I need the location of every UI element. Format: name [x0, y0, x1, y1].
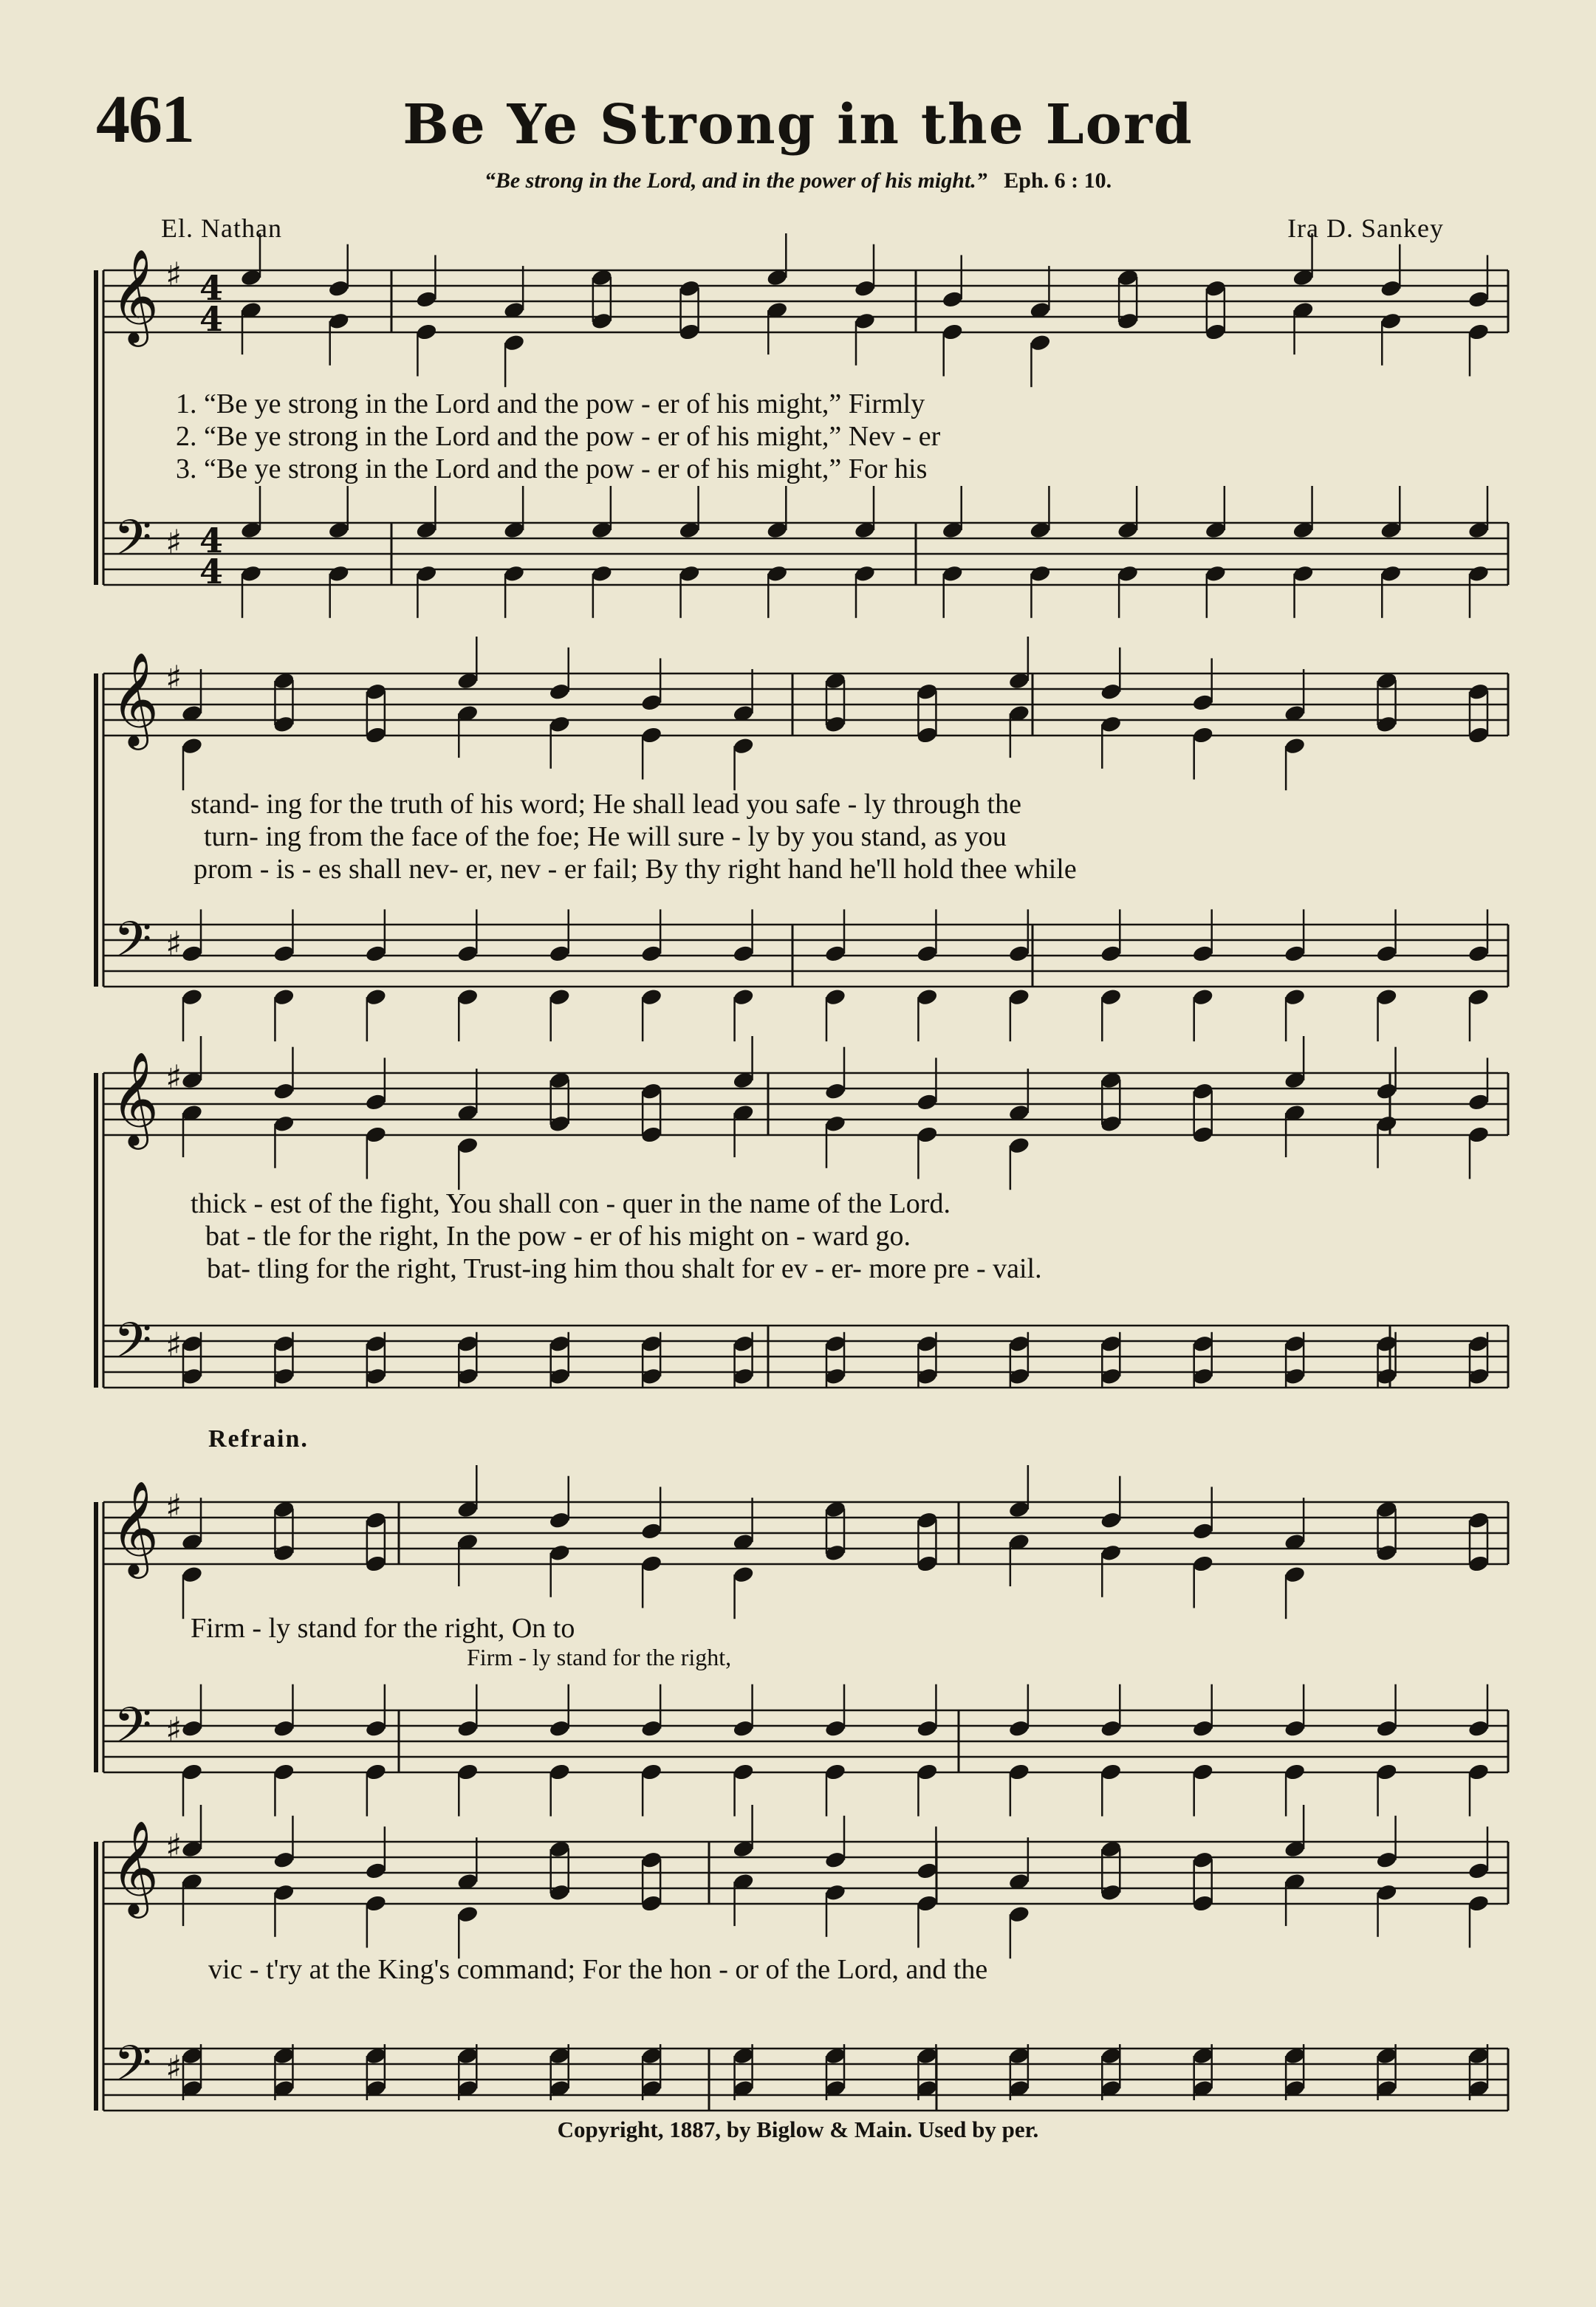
note-head: [1191, 1554, 1214, 1574]
note-head: [678, 323, 701, 342]
note-head: [824, 987, 847, 1007]
note-head: [1292, 564, 1315, 583]
sharp-icon: ♯: [165, 1710, 182, 1749]
note-head: [365, 726, 388, 745]
note-head: [1284, 944, 1306, 963]
note-head: [916, 1861, 939, 1880]
note-head: [1191, 1719, 1214, 1738]
note-head: [1467, 323, 1490, 342]
time-signature: 4: [199, 552, 224, 592]
note-head: [916, 1334, 939, 1354]
note-head: [365, 944, 388, 963]
treble-clef-icon: 𝄞: [111, 1480, 160, 1574]
note-head: [916, 944, 939, 963]
sharp-icon: ♯: [165, 1826, 182, 1866]
note-head: [1467, 682, 1490, 702]
note-head: [824, 944, 847, 963]
note-head: [181, 736, 204, 755]
note-head: [365, 1125, 388, 1145]
bass-clef-icon: 𝄢: [114, 2035, 152, 2104]
note-head: [273, 1367, 295, 1386]
note-head: [1380, 312, 1403, 331]
note-head: [854, 312, 877, 331]
note-head: [824, 1719, 847, 1738]
note-head: [548, 1719, 571, 1738]
scripture-text: “Be strong in the Lord, and in the power of his might.”: [484, 168, 987, 193]
note-head: [824, 1114, 847, 1134]
note-head: [1467, 1554, 1490, 1574]
note-head: [1191, 1367, 1214, 1386]
note-head: [824, 1763, 847, 1782]
bass-clef-icon: 𝄢: [114, 510, 152, 578]
note-head: [181, 1367, 204, 1386]
note-head: [1467, 1861, 1490, 1880]
note-head: [854, 564, 877, 583]
note-head: [941, 323, 964, 342]
note-head: [1008, 1136, 1031, 1155]
note-head: [916, 726, 939, 745]
note-head: [365, 1763, 388, 1782]
note-head: [327, 279, 350, 298]
refrain-label: Refrain.: [208, 1425, 309, 1453]
note-head: [640, 1334, 663, 1354]
note-head: [1191, 693, 1214, 712]
note-head: [1100, 1883, 1123, 1902]
note-head: [1100, 1763, 1123, 1782]
note-head: [766, 564, 789, 583]
note-head: [273, 715, 295, 734]
hymn-number: 461: [96, 81, 193, 157]
note-head: [181, 1334, 204, 1354]
copyright-notice: Copyright, 1887, by Biglow & Main. Used by per.: [557, 2116, 1039, 2142]
note-head: [1375, 1883, 1398, 1902]
note-head: [456, 1905, 479, 1924]
note-head: [1375, 1543, 1398, 1563]
note-head: [548, 1763, 571, 1782]
note-head: [916, 1894, 939, 1913]
note-head: [640, 1082, 663, 1101]
note-head: [365, 987, 388, 1007]
note-head: [1467, 1334, 1490, 1354]
note-head: [1375, 944, 1398, 963]
lyric-verse-3-line-3: bat- tling for the right, Trust-ing him thou shalt for ev - er- more pre - vail.: [207, 1253, 1042, 1284]
note-head: [327, 564, 350, 583]
note-head: [1191, 1334, 1214, 1354]
note-head: [678, 564, 701, 583]
note-head: [365, 1334, 388, 1354]
note-head: [1191, 726, 1214, 745]
note-head: [365, 1092, 388, 1111]
note-head: [824, 1543, 847, 1563]
note-head: [678, 279, 701, 298]
note-head: [181, 987, 204, 1007]
note-head: [1375, 1334, 1398, 1354]
note-head: [732, 736, 755, 755]
note-head: [1375, 1719, 1398, 1738]
note-head: [415, 564, 438, 583]
note-head: [365, 1367, 388, 1386]
note-head: [640, 1894, 663, 1913]
note-head: [732, 944, 755, 963]
lyric-verse-3-line-2: prom - is - es shall nev- er, nev - er fail; By thy right hand he'll hold thee while: [193, 854, 1077, 885]
note-head: [824, 1082, 847, 1101]
note-head: [1375, 715, 1398, 734]
note-head: [273, 1851, 295, 1870]
sharp-icon: ♯: [165, 1487, 182, 1526]
note-head: [916, 1763, 939, 1782]
note-head: [854, 279, 877, 298]
note-head: [503, 333, 526, 352]
note-head: [732, 987, 755, 1007]
note-head: [548, 1511, 571, 1530]
note-head: [548, 1883, 571, 1902]
note-head: [1191, 944, 1214, 963]
sharp-icon: ♯: [165, 658, 182, 698]
note-head: [273, 987, 295, 1007]
note-head: [365, 1554, 388, 1574]
lyric-verse-2-line-1: 2. “Be ye strong in the Lord and the pow - er of his might,” Nev - er: [176, 421, 941, 452]
treble-clef-icon: 𝄞: [111, 651, 160, 746]
note-head: [916, 1367, 939, 1386]
note-head: [640, 1719, 663, 1738]
note-head: [240, 564, 263, 583]
note-head: [1008, 944, 1031, 963]
note-head: [548, 1334, 571, 1354]
note-head: [1029, 333, 1052, 352]
refrain-lyric-line-1: Firm - ly stand for the right, On to: [191, 1613, 575, 1644]
note-head: [1100, 715, 1123, 734]
note-head: [1191, 1125, 1214, 1145]
note-head: [1191, 1082, 1214, 1101]
note-head: [640, 1763, 663, 1782]
note-head: [1100, 1114, 1123, 1134]
note-head: [824, 1367, 847, 1386]
note-head: [1100, 1511, 1123, 1530]
note-head: [1100, 1719, 1123, 1738]
note-head: [548, 1543, 571, 1563]
note-head: [548, 715, 571, 734]
note-head: [273, 1763, 295, 1782]
note-head: [640, 693, 663, 712]
note-head: [1008, 1905, 1031, 1924]
note-head: [1284, 1719, 1306, 1738]
note-head: [640, 1851, 663, 1870]
note-head: [1375, 1851, 1398, 1870]
note-head: [1029, 564, 1052, 583]
note-head: [273, 944, 295, 963]
note-head: [640, 944, 663, 963]
note-head: [640, 987, 663, 1007]
note-head: [640, 1521, 663, 1540]
note-head: [1467, 1092, 1490, 1111]
note-head: [1467, 1763, 1490, 1782]
note-head: [456, 1367, 479, 1386]
refrain-echo-lyric: Firm - ly stand for the right,: [467, 1644, 732, 1670]
note-head: [1117, 564, 1140, 583]
note-head: [1375, 1367, 1398, 1386]
note-head: [456, 1334, 479, 1354]
note-head: [548, 1114, 571, 1134]
note-head: [640, 1367, 663, 1386]
note-head: [1100, 1367, 1123, 1386]
sharp-icon: ♯: [165, 522, 182, 562]
note-head: [640, 1125, 663, 1145]
note-head: [1284, 736, 1306, 755]
note-head: [181, 1719, 204, 1738]
note-head: [365, 682, 388, 702]
note-head: [273, 1114, 295, 1134]
note-head: [1008, 1334, 1031, 1354]
time-signature: 4: [199, 268, 224, 308]
note-head: [456, 944, 479, 963]
note-head: [1380, 564, 1403, 583]
note-head: [1008, 987, 1031, 1007]
note-head: [273, 1719, 295, 1738]
note-head: [1191, 987, 1214, 1007]
note-head: [1375, 1763, 1398, 1782]
note-head: [181, 1763, 204, 1782]
note-head: [640, 726, 663, 745]
treble-clef-icon: 𝄞: [111, 1051, 160, 1145]
note-head: [1467, 1367, 1490, 1386]
note-head: [365, 1511, 388, 1530]
lyric-verse-2-line-2: turn- ing from the face of the foe; He will sure - ly by you stand, as you: [204, 821, 1007, 852]
lyric-verse-1-line-3: thick - est of the fight, You shall con - quer in the name of the Lord.: [191, 1188, 951, 1219]
note-head: [1008, 1763, 1031, 1782]
note-head: [1191, 1894, 1214, 1913]
note-head: [732, 1334, 755, 1354]
sharp-icon: ♯: [165, 924, 182, 964]
note-head: [1100, 682, 1123, 702]
note-head: [1380, 279, 1403, 298]
note-head: [273, 1883, 295, 1902]
note-head: [1467, 1125, 1490, 1145]
bass-clef-icon: 𝄢: [114, 1312, 152, 1381]
note-head: [916, 987, 939, 1007]
time-signature: 4: [199, 299, 224, 339]
note-head: [548, 944, 571, 963]
note-head: [181, 1565, 204, 1584]
note-head: [640, 1554, 663, 1574]
note-head: [1467, 944, 1490, 963]
note-head: [365, 1719, 388, 1738]
note-head: [548, 1367, 571, 1386]
note-head: [1284, 1565, 1306, 1584]
composer-credit: Ira D. Sankey: [1287, 213, 1444, 243]
note-head: [1467, 289, 1490, 309]
hymn-title: Be Ye Strong in the Lord: [403, 93, 1193, 157]
note-head: [1467, 1719, 1490, 1738]
note-head: [456, 1763, 479, 1782]
note-head: [591, 564, 614, 583]
note-head: [1100, 1543, 1123, 1563]
note-head: [1008, 1719, 1031, 1738]
note-head: [1284, 987, 1306, 1007]
note-head: [732, 1719, 755, 1738]
note-head: [1284, 1334, 1306, 1354]
note-head: [1467, 564, 1490, 583]
note-head: [1100, 1334, 1123, 1354]
sharp-icon: ♯: [165, 2048, 182, 2088]
sharp-icon: ♯: [165, 255, 182, 295]
treble-clef-icon: 𝄞: [111, 1820, 160, 1914]
bass-clef-icon: 𝄢: [114, 1697, 152, 1766]
scripture-reference: Eph. 6 : 10.: [1004, 168, 1112, 193]
note-head: [365, 1894, 388, 1913]
note-head: [1375, 987, 1398, 1007]
note-head: [1467, 1894, 1490, 1913]
note-head: [1467, 1511, 1490, 1530]
note-head: [1100, 987, 1123, 1007]
note-head: [548, 682, 571, 702]
note-head: [824, 1883, 847, 1902]
lyric-verse-1-line-2: stand- ing for the truth of his word; He shall lead you safe - ly through the: [191, 789, 1021, 820]
note-head: [415, 289, 438, 309]
note-head: [1467, 726, 1490, 745]
note-head: [916, 1092, 939, 1111]
note-head: [916, 682, 939, 702]
note-head: [456, 1719, 479, 1738]
note-head: [1284, 1367, 1306, 1386]
lyric-verse-1-line-1: 1. “Be ye strong in the Lord and the pow - er of his might,” Firmly: [176, 388, 925, 419]
note-head: [456, 987, 479, 1007]
note-head: [732, 1367, 755, 1386]
note-head: [824, 715, 847, 734]
note-head: [1008, 1367, 1031, 1386]
note-head: [415, 323, 438, 342]
note-head: [732, 1763, 755, 1782]
note-head: [916, 1511, 939, 1530]
note-head: [1284, 1763, 1306, 1782]
note-head: [941, 289, 964, 309]
note-head: [1117, 312, 1140, 331]
note-head: [1205, 564, 1227, 583]
note-head: [916, 1554, 939, 1574]
note-head: [365, 1861, 388, 1880]
note-head: [1375, 1114, 1398, 1134]
bass-clef-icon: 𝄢: [114, 911, 152, 980]
note-head: [824, 1334, 847, 1354]
note-head: [548, 987, 571, 1007]
note-head: [1191, 1521, 1214, 1540]
note-head: [824, 1851, 847, 1870]
note-head: [1191, 1851, 1214, 1870]
note-head: [916, 1719, 939, 1738]
note-head: [273, 1543, 295, 1563]
note-head: [456, 1136, 479, 1155]
note-head: [273, 1082, 295, 1101]
lyric-verse-3-line-1: 3. “Be ye strong in the Lord and the pow - er of his might,” For his: [176, 453, 928, 484]
note-head: [732, 1565, 755, 1584]
sharp-icon: ♯: [165, 1057, 182, 1097]
sharp-icon: ♯: [165, 1325, 182, 1365]
note-head: [916, 1125, 939, 1145]
note-head: [591, 312, 614, 331]
note-head: [181, 944, 204, 963]
lyric-verse-2-line-3: bat - tle for the right, In the pow - er of his might on - ward go.: [205, 1221, 911, 1252]
note-head: [503, 564, 526, 583]
refrain-lyric-line-2: vic - t'ry at the King's command; For the hon - or of the Lord, and the: [208, 1954, 988, 1985]
treble-clef-icon: 𝄞: [111, 248, 160, 343]
note-head: [1100, 944, 1123, 963]
note-head: [1205, 323, 1227, 342]
note-head: [1375, 1082, 1398, 1101]
note-head: [327, 312, 350, 331]
lyricist-credit: El. Nathan: [161, 213, 282, 243]
note-head: [273, 1334, 295, 1354]
time-signature: 4: [199, 521, 224, 561]
note-head: [1467, 987, 1490, 1007]
note-head: [1205, 279, 1227, 298]
note-head: [1191, 1763, 1214, 1782]
note-head: [941, 564, 964, 583]
